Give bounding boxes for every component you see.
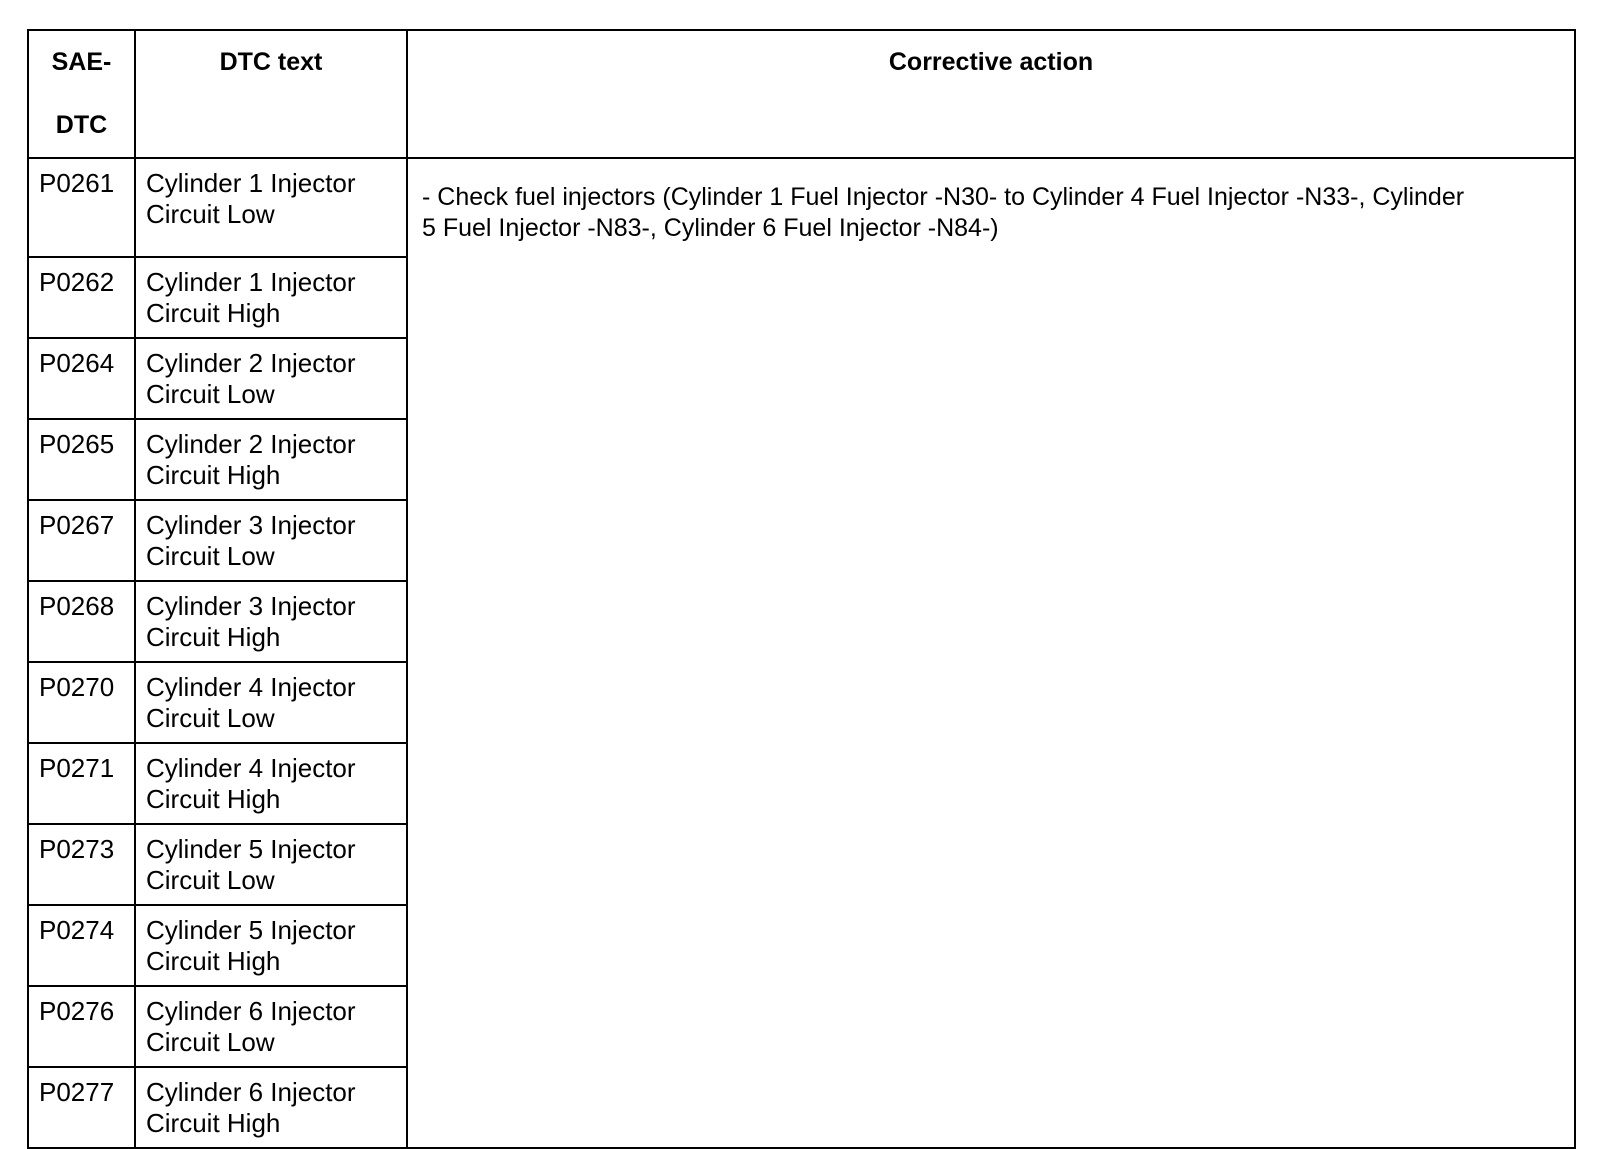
header-dtc-text-label: DTC text	[219, 48, 323, 76]
dtc-code-cell: P0273	[28, 824, 135, 905]
dtc-text-cell	[135, 824, 407, 905]
dtc-table	[27, 29, 1576, 1149]
dtc-text-cell	[135, 986, 407, 1067]
header-corrective-action-label: Corrective action	[888, 48, 1094, 76]
corrective-action-text: - Check fuel injectors (Cylinder 1 Fuel Injector -N30- to Cylinder 4 Fuel Injector -N33-, Cylinder 5 Fuel Injector -N83-, Cylinder 6 Fuel Injector -N84-)	[422, 183, 1465, 242]
dtc-text-line1: Cylinder 5 Injector	[146, 834, 356, 864]
dtc-text-line1: Cylinder 2 Injector	[146, 348, 356, 378]
dtc-code-cell: P0265	[28, 419, 135, 500]
dtc-text-line1: Cylinder 2 Injector	[146, 429, 356, 459]
dtc-text-cell	[135, 743, 407, 824]
dtc-code-cell: P0268	[28, 581, 135, 662]
dtc-text-cell	[135, 338, 407, 419]
header-dtc-text	[135, 30, 407, 158]
dtc-text-line2: Circuit High	[146, 946, 281, 976]
dtc-code-cell: P0264	[28, 338, 135, 419]
dtc-text-line2: Circuit Low	[146, 865, 275, 895]
dtc-code-cell: P0270	[28, 662, 135, 743]
dtc-text-cell	[135, 581, 407, 662]
dtc-text-line2: Circuit High	[146, 460, 281, 490]
dtc-text-cell	[135, 905, 407, 986]
table-body	[28, 158, 1575, 1148]
dtc-code-cell: P0267	[28, 500, 135, 581]
header-sae-dtc-line2: DTC	[55, 111, 108, 139]
dtc-text-cell	[135, 158, 407, 257]
dtc-text-line1: Cylinder 3 Injector	[146, 591, 356, 621]
dtc-text-line2: Circuit High	[146, 1108, 281, 1138]
dtc-code-cell: P0262	[28, 257, 135, 338]
dtc-text-line1: Cylinder 3 Injector	[146, 510, 356, 540]
dtc-text-cell	[135, 500, 407, 581]
dtc-text-line2: Circuit Low	[146, 541, 275, 571]
dtc-text-cell	[135, 1067, 407, 1148]
header-corrective-action	[407, 30, 1575, 158]
dtc-text-line2: Circuit Low	[146, 199, 275, 229]
header-sae-dtc	[28, 30, 135, 158]
dtc-text-line1: Cylinder 5 Injector	[146, 915, 356, 945]
table-header	[28, 30, 1575, 158]
dtc-text-line1: Cylinder 4 Injector	[146, 753, 356, 783]
dtc-text-line1: Cylinder 1 Injector	[146, 168, 356, 198]
dtc-text-line2: Circuit Low	[146, 1027, 275, 1057]
corrective-action-cell	[407, 158, 1575, 1148]
dtc-text-line2: Circuit Low	[146, 379, 275, 409]
dtc-code-cell: P0261	[28, 158, 135, 257]
dtc-text-line2: Circuit High	[146, 784, 281, 814]
dtc-text-line2: Circuit Low	[146, 703, 275, 733]
dtc-text-cell	[135, 257, 407, 338]
dtc-text-line1: Cylinder 6 Injector	[146, 996, 356, 1026]
dtc-text-line2: Circuit High	[146, 298, 281, 328]
header-sae-dtc-line1: SAE-	[51, 48, 112, 76]
dtc-text-cell	[135, 662, 407, 743]
dtc-text-line1: Cylinder 4 Injector	[146, 672, 356, 702]
header-row	[28, 30, 1575, 158]
dtc-code-cell: P0274	[28, 905, 135, 986]
dtc-text-line1: Cylinder 6 Injector	[146, 1077, 356, 1107]
dtc-code-cell: P0271	[28, 743, 135, 824]
dtc-text-cell	[135, 419, 407, 500]
dtc-code-cell: P0277	[28, 1067, 135, 1148]
dtc-text-line2: Circuit High	[146, 622, 281, 652]
dtc-code-cell: P0276	[28, 986, 135, 1067]
table-row	[28, 158, 1575, 257]
dtc-text-line1: Cylinder 1 Injector	[146, 267, 356, 297]
